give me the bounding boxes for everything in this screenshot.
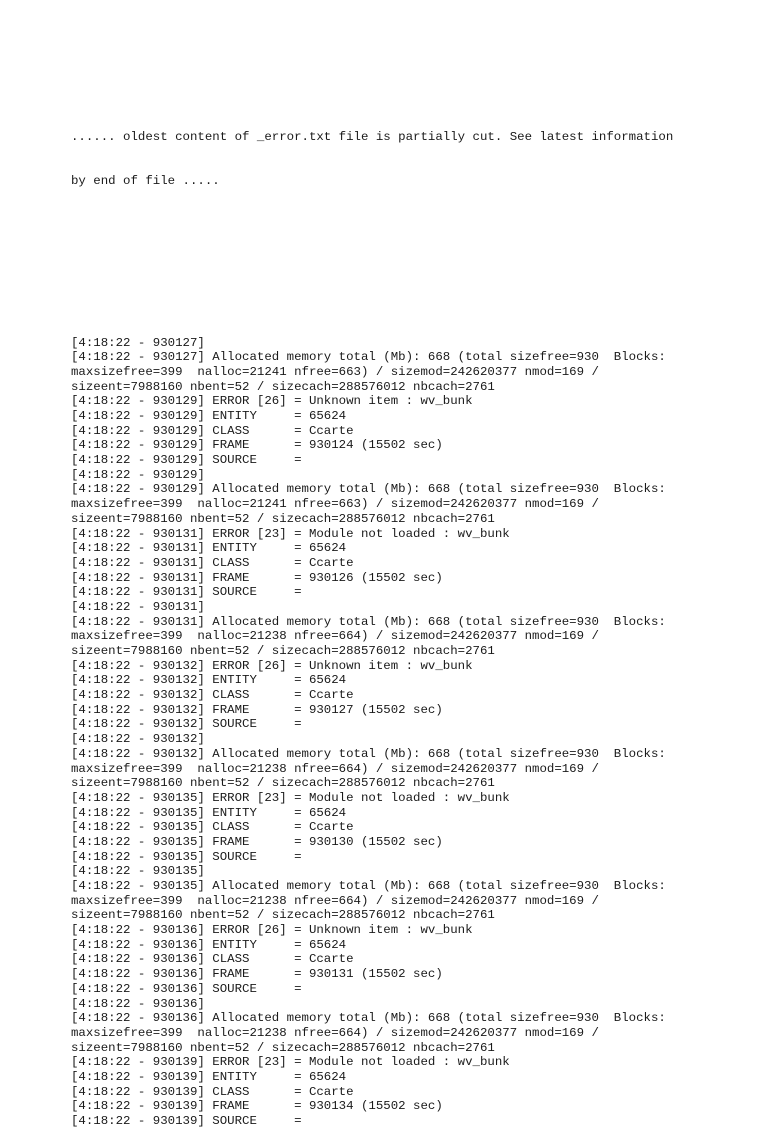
log-body (71, 336, 761, 1129)
log-line: [4:18:22 - 930132] CLASS = Ccarte (71, 688, 354, 703)
log-line: [4:18:22 - 930129] ENTITY = 65624 (71, 409, 347, 424)
log-line: sizeent=7988160 nbent=52 / sizecach=288576012 nbcach=2761 (71, 1040, 495, 1055)
log-line: [4:18:22 - 930129] Allocated memory total (Mb): 668 (total sizefree=930 Blocks: (71, 482, 666, 497)
log-line: [4:18:22 - 930131] ENTITY = 65624 (71, 541, 347, 556)
log-line: [4:18:22 - 930131] (71, 599, 205, 614)
log-line: [4:18:22 - 930129] SOURCE = (71, 453, 302, 468)
log-line: [4:18:22 - 930135] CLASS = Ccarte (71, 820, 354, 835)
log-line: maxsizefree=399 nalloc=21241 nfree=663) / sizemod=242620377 nmod=169 / (71, 364, 599, 379)
notice-line: by end of file ..... (71, 173, 220, 188)
log-line: [4:18:22 - 930139] ERROR [23] = Module not loaded : wv_bunk (71, 1055, 510, 1070)
log-line: [4:18:22 - 930136] FRAME = 930131 (15502 sec) (71, 967, 443, 982)
log-line: maxsizefree=399 nalloc=21238 nfree=664) / sizemod=242620377 nmod=169 / (71, 629, 599, 644)
log-line: [4:18:22 - 930129] ERROR [26] = Unknown item : wv_bunk (71, 394, 473, 409)
log-line: [4:18:22 - 930129] FRAME = 930124 (15502 sec) (71, 438, 443, 453)
truncation-notice (71, 100, 761, 218)
log-line: [4:18:22 - 930139] FRAME = 930134 (15502 sec) (71, 1099, 443, 1114)
log-line: [4:18:22 - 930136] CLASS = Ccarte (71, 952, 354, 967)
blank-gap (71, 247, 761, 306)
log-line: [4:18:22 - 930136] (71, 996, 205, 1011)
log-line: [4:18:22 - 930139] CLASS = Ccarte (71, 1084, 354, 1099)
log-line: [4:18:22 - 930131] Allocated memory total (Mb): 668 (total sizefree=930 Blocks: (71, 614, 666, 629)
log-line: sizeent=7988160 nbent=52 / sizecach=288576012 nbcach=2761 (71, 908, 495, 923)
log-line: [4:18:22 - 930131] SOURCE = (71, 585, 302, 600)
log-line: maxsizefree=399 nalloc=21238 nfree=664) / sizemod=242620377 nmod=169 / (71, 1025, 599, 1040)
log-line: [4:18:22 - 930127] Allocated memory total (Mb): 668 (total sizefree=930 Blocks: (71, 350, 666, 365)
log-line: sizeent=7988160 nbent=52 / sizecach=288576012 nbcach=2761 (71, 644, 495, 659)
log-line: [4:18:22 - 930129] CLASS = Ccarte (71, 423, 354, 438)
log-line: [4:18:22 - 930139] ENTITY = 65624 (71, 1069, 347, 1084)
log-line: [4:18:22 - 930139] SOURCE = (71, 1114, 302, 1129)
log-line: [4:18:22 - 930132] Allocated memory total (Mb): 668 (total sizefree=930 Blocks: (71, 746, 666, 761)
log-line: [4:18:22 - 930131] CLASS = Ccarte (71, 555, 354, 570)
log-line: [4:18:22 - 930136] Allocated memory total (Mb): 668 (total sizefree=930 Blocks: (71, 1011, 666, 1026)
log-line: [4:18:22 - 930131] FRAME = 930126 (15502 sec) (71, 570, 443, 585)
log-line: [4:18:22 - 930129] (71, 467, 205, 482)
log-line: [4:18:22 - 930132] SOURCE = (71, 717, 302, 732)
notice-line: ...... oldest content of _error.txt file is partially cut. See latest information (71, 129, 674, 144)
log-line: [4:18:22 - 930132] FRAME = 930127 (15502 sec) (71, 702, 443, 717)
log-line: [4:18:22 - 930136] ERROR [26] = Unknown item : wv_bunk (71, 923, 473, 938)
log-line: maxsizefree=399 nalloc=21238 nfree=664) / sizemod=242620377 nmod=169 / (71, 761, 599, 776)
log-line: [4:18:22 - 930132] ERROR [26] = Unknown item : wv_bunk (71, 658, 473, 673)
log-line: [4:18:22 - 930136] SOURCE = (71, 981, 302, 996)
log-line: maxsizefree=399 nalloc=21241 nfree=663) / sizemod=242620377 nmod=169 / (71, 497, 599, 512)
log-line: [4:18:22 - 930135] ENTITY = 65624 (71, 805, 347, 820)
log-line: [4:18:22 - 930136] ENTITY = 65624 (71, 937, 347, 952)
log-line: [4:18:22 - 930131] ERROR [23] = Module not loaded : wv_bunk (71, 526, 510, 541)
log-line: [4:18:22 - 930132] (71, 732, 205, 747)
log-line: [4:18:22 - 930135] FRAME = 930130 (15502 sec) (71, 834, 443, 849)
log-line: [4:18:22 - 930132] ENTITY = 65624 (71, 673, 347, 688)
log-line: [4:18:22 - 930135] SOURCE = (71, 849, 302, 864)
log-document (71, 71, 761, 1143)
log-line: [4:18:22 - 930127] (71, 335, 205, 350)
log-line: sizeent=7988160 nbent=52 / sizecach=288576012 nbcach=2761 (71, 776, 495, 791)
log-line: maxsizefree=399 nalloc=21238 nfree=664) / sizemod=242620377 nmod=169 / (71, 893, 599, 908)
log-line: sizeent=7988160 nbent=52 / sizecach=288576012 nbcach=2761 (71, 379, 495, 394)
log-line: [4:18:22 - 930135] ERROR [23] = Module not loaded : wv_bunk (71, 790, 510, 805)
log-line: [4:18:22 - 930135] (71, 864, 205, 879)
log-line: [4:18:22 - 930135] Allocated memory total (Mb): 668 (total sizefree=930 Blocks: (71, 879, 666, 894)
log-line: sizeent=7988160 nbent=52 / sizecach=288576012 nbcach=2761 (71, 511, 495, 526)
